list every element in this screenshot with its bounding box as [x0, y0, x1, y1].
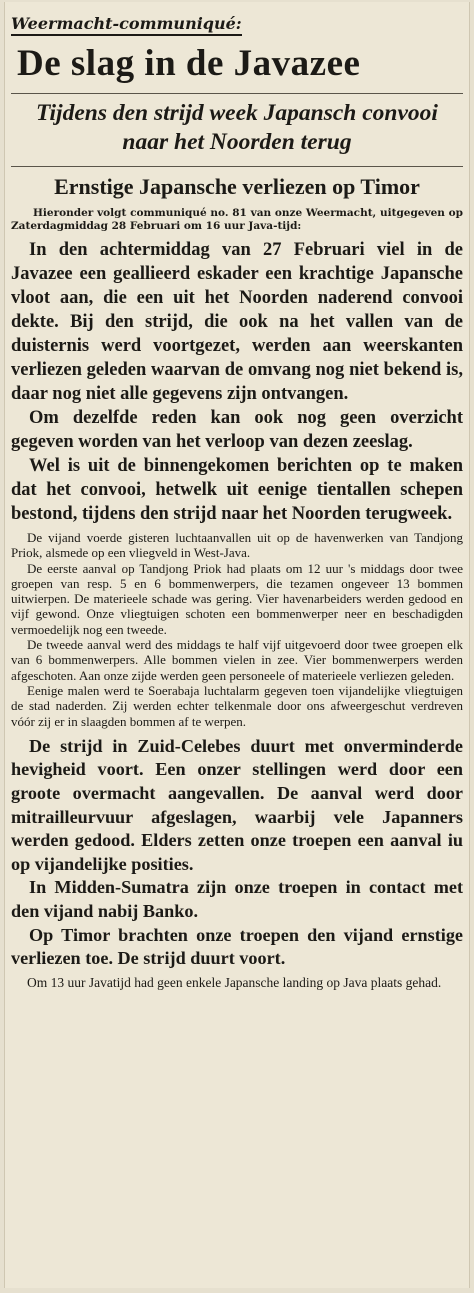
body-large-section: [11, 238, 463, 526]
subheadline-timor: Ernstige Japansche verliezen op Timor: [54, 174, 420, 199]
paragraph: Op Timor brachten onze troepen den vijand ernstige verliezen toe. De strijd duurt voort.: [11, 924, 463, 969]
newspaper-clipping: [4, 2, 470, 1288]
intro-paragraph: Hieronder volgt communiqué no. 81 van onze Weermacht, uitgegeven op Zaterdagmiddag 28 Februari om 16 uur Java-tijd:: [11, 207, 463, 232]
paragraph: Om dezelfde reden kan ook nog geen overzicht gegeven worden van het verloop van dezen zeeslag.: [11, 408, 463, 452]
body-small-section: [11, 530, 463, 729]
divider: [11, 93, 463, 94]
paragraph: In Midden-Sumatra zijn onze troepen in contact met den vijand nabij Banko.: [11, 877, 463, 922]
paragraph: De tweede aanval werd des middags te half vijf uitgevoerd door twee groepen elk van 6 bommenwerpers. Alle bommen vielen in zee. Vier bommenwerpers werden afgeschoten. Aan onze zijde werden geen personeele of materieele verliezen geleden.: [11, 637, 463, 683]
paragraph: De eerste aanval op Tandjong Priok had plaats om 12 uur 's middags door twee groepen van resp. 5 en 6 bommenwerpers, die tezamen ongeveer 13 bommen uitwierpen. De materieele schade was gering. Vier havenarbeiders werden gedood en vijf gewond. Onze vliegtuigen schoten een bommenwerper neer en beschadigden vermoedelijk nog een tweede.: [11, 560, 463, 637]
subheadline: Tijdens den strijd week Japansch convooi naar het Noorden terug: [36, 100, 438, 155]
body-large-section-2: [11, 735, 463, 971]
paragraph: In den achtermiddag van 27 Februari viel in de Javazee een geallieerd eskader een krachtige Japansche vloot aan, die een uit het Noorden naderend convooi dekte. Bij den strijd, die ook na het vallen van de duisternis werd voortgezet, werden aan weerskanten verliezen geleden waarvan de omvang nog niet bekend is, daar nog niet alle gegevens zijn ontvangen.: [11, 240, 463, 404]
headline: De slag in de Javazee: [17, 43, 361, 84]
paragraph: De strijd in Zuid-Celebes duurt met onverminderde hevigheid voort. Een onzer stellingen werd door een groote overmacht aangevallen. De aanval werd door mitrailleurvuur afgeslagen, waarbij vele Japanners werden gedood. Elders zetten onze troepen een aanval iu op vijandelijke posities.: [11, 735, 463, 874]
paragraph: De vijand voerde gisteren luchtaanvallen uit op de havenwerken van Tandjong Priok, alsmede op een vliegveld in West-Java.: [11, 530, 463, 561]
closing-section: [11, 975, 463, 991]
closing-paragraph: Om 13 uur Javatijd had geen enkele Japansche landing op Java plaats gehad.: [27, 974, 442, 990]
section-kicker: Weermacht-communiqué:: [11, 14, 242, 36]
paragraph: Eenige malen werd te Soerabaja luchtalarm gegeven toen vijandelijke vliegtuigen de stad naderden. Zij werden echter telkenmale door ons afweergeschut verdreven vóór zij er in slaagden bommen af te werpen.: [11, 682, 463, 729]
paragraph: Wel is uit de binnengekomen berichten op te maken dat het convooi, hetwelk uit eenige tientallen schepen bestond, tijdens den strijd naar het Noorden terugweek.: [11, 456, 463, 524]
divider: [11, 166, 463, 167]
